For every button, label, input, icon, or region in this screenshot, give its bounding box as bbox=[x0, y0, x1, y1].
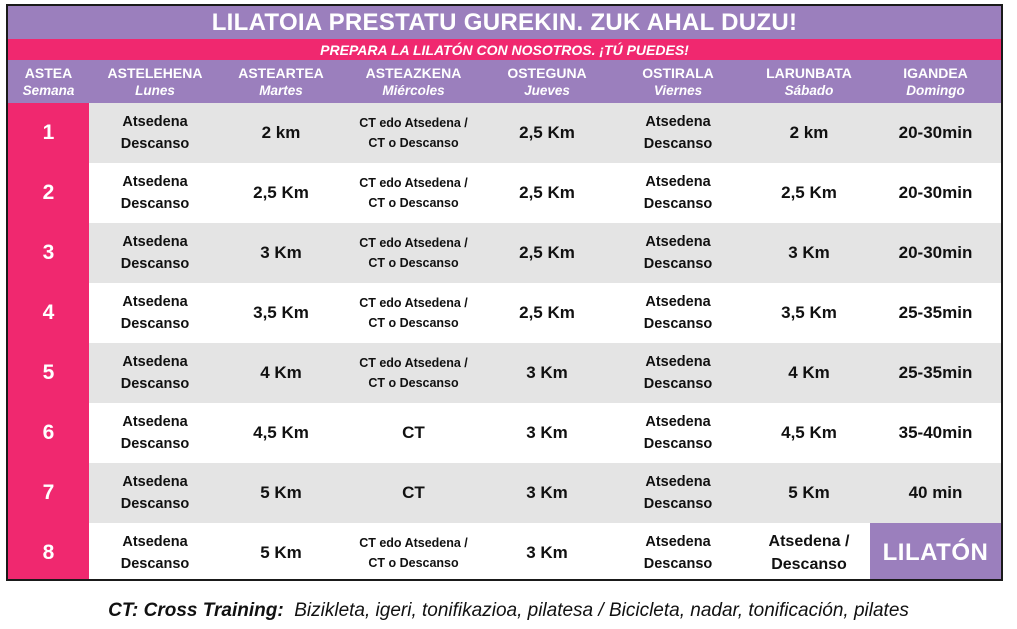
week-number: 3 bbox=[8, 223, 89, 283]
cell-thursday bbox=[486, 403, 608, 463]
cell-line: Atsedena bbox=[122, 294, 188, 310]
cell-value: 3,5 Km bbox=[781, 303, 837, 322]
cell-line: CT edo Atsedena / bbox=[359, 116, 468, 130]
header-wednesday-es: Miércoles bbox=[382, 82, 445, 98]
cell-value: 2 km bbox=[789, 123, 829, 142]
week-number: 7 bbox=[8, 463, 89, 523]
cell-wednesday bbox=[341, 283, 486, 343]
cell-wednesday bbox=[341, 403, 486, 463]
cell-value: 3 Km bbox=[526, 543, 568, 562]
table-body bbox=[8, 103, 1001, 581]
cell-tuesday bbox=[221, 403, 341, 463]
cell-value: 4,5 Km bbox=[781, 423, 837, 442]
cell-line: Descanso bbox=[643, 556, 713, 572]
header-thursday-eu: OSTEGUNA bbox=[507, 64, 587, 81]
plan-title: LILATOIA PRESTATU GUREKIN. ZUK AHAL DUZU! bbox=[8, 6, 1001, 39]
cell-tuesday bbox=[221, 283, 341, 343]
cell-line: Descanso bbox=[120, 256, 190, 272]
cell-line: Atsedena bbox=[645, 534, 711, 550]
header-week bbox=[8, 60, 89, 103]
footnote-text: Bizikleta, igeri, tonifikazioa, pilatesa / Bicicleta, nadar, tonificación, pilates bbox=[294, 600, 909, 621]
week-number: 8 bbox=[8, 523, 89, 581]
cell-value: 20-30min bbox=[898, 183, 973, 202]
cell-line: CT o Descanso bbox=[368, 136, 459, 150]
cell-line: Descanso bbox=[120, 496, 190, 512]
cell-wednesday bbox=[341, 163, 486, 223]
cell-line: Atsedena bbox=[122, 354, 188, 370]
header-thursday-es: Jueves bbox=[524, 82, 570, 98]
cell-value: 3 Km bbox=[526, 423, 568, 442]
cell-line: Descanso bbox=[120, 376, 190, 392]
header-tuesday-eu: ASTEARTEA bbox=[238, 64, 324, 81]
table-row bbox=[8, 403, 1001, 463]
cell-line: Descanso bbox=[120, 556, 190, 572]
cell-friday bbox=[608, 343, 748, 403]
header-sunday bbox=[870, 60, 1001, 103]
cell-saturday bbox=[748, 343, 870, 403]
cell-thursday bbox=[486, 523, 608, 581]
header-saturday bbox=[748, 60, 870, 103]
cell-friday bbox=[608, 163, 748, 223]
header-wednesday-eu: ASTEAZKENA bbox=[365, 64, 462, 81]
cell-saturday bbox=[748, 103, 870, 163]
cell-saturday bbox=[748, 283, 870, 343]
cell-tuesday bbox=[221, 223, 341, 283]
cell-value: 2 km bbox=[261, 123, 301, 142]
header-monday-eu: ASTELEHENA bbox=[107, 64, 203, 81]
cell-line: CT edo Atsedena / bbox=[359, 356, 468, 370]
cell-line: CT o Descanso bbox=[368, 316, 459, 330]
week-number: 6 bbox=[8, 403, 89, 463]
cell-thursday bbox=[486, 103, 608, 163]
cell-value: 3 Km bbox=[788, 243, 830, 262]
cell-wednesday bbox=[341, 223, 486, 283]
cell-line: CT edo Atsedena / bbox=[359, 236, 468, 250]
cell-wednesday bbox=[341, 463, 486, 523]
cell-line: Atsedena bbox=[122, 114, 188, 130]
cell-wednesday bbox=[341, 343, 486, 403]
cell-line: Descanso bbox=[643, 496, 713, 512]
cell-thursday bbox=[486, 223, 608, 283]
cell-line: Atsedena bbox=[122, 234, 188, 250]
cell-sunday bbox=[870, 223, 1001, 283]
week-number: 5 bbox=[8, 343, 89, 403]
cell-line: Atsedena bbox=[122, 534, 188, 550]
cell-saturday bbox=[748, 403, 870, 463]
header-saturday-eu: LARUNBATA bbox=[766, 64, 852, 81]
cell-line: Atsedena bbox=[122, 174, 188, 190]
cell-value: 5 Km bbox=[260, 543, 302, 562]
cell-monday bbox=[89, 163, 221, 223]
cell-value: 5 Km bbox=[260, 483, 302, 502]
week-number: 2 bbox=[8, 163, 89, 223]
cell-sunday bbox=[870, 163, 1001, 223]
header-sunday-eu: IGANDEA bbox=[903, 64, 968, 81]
cell-wednesday bbox=[341, 103, 486, 163]
cell-monday bbox=[89, 283, 221, 343]
cell-value: 3,5 Km bbox=[253, 303, 309, 322]
header-week-es: Semana bbox=[22, 82, 75, 98]
cell-sunday bbox=[870, 103, 1001, 163]
cell-tuesday bbox=[221, 463, 341, 523]
cell-sunday bbox=[870, 403, 1001, 463]
cell-value: 40 min bbox=[908, 483, 963, 502]
cell-value: CT bbox=[402, 423, 425, 442]
cell-line: Descanso bbox=[643, 196, 713, 212]
cell-line: CT o Descanso bbox=[368, 196, 459, 210]
final-race-cell bbox=[870, 523, 1001, 581]
cell-line: Descanso bbox=[643, 436, 713, 452]
training-plan-table bbox=[6, 4, 1003, 581]
header-wednesday bbox=[341, 60, 486, 103]
cell-value: LILATÓN bbox=[882, 539, 989, 566]
cell-line: CT edo Atsedena / bbox=[359, 176, 468, 190]
cell-monday bbox=[89, 403, 221, 463]
cell-value: 25-35min bbox=[898, 363, 973, 382]
cell-monday bbox=[89, 223, 221, 283]
cell-value: 20-30min bbox=[898, 123, 973, 142]
cell-thursday bbox=[486, 163, 608, 223]
cell-saturday bbox=[748, 223, 870, 283]
cell-line: Descanso bbox=[771, 556, 847, 573]
cell-value: 35-40min bbox=[898, 423, 973, 442]
cell-tuesday bbox=[221, 103, 341, 163]
cell-sunday bbox=[870, 283, 1001, 343]
cell-value: 4 Km bbox=[260, 363, 302, 382]
cell-line: Atsedena bbox=[645, 174, 711, 190]
cell-line: Descanso bbox=[120, 436, 190, 452]
cell-line: Descanso bbox=[120, 196, 190, 212]
footnote-label: CT: Cross Training: bbox=[108, 600, 284, 621]
week-number: 1 bbox=[8, 103, 89, 163]
cell-wednesday bbox=[341, 523, 486, 581]
header-week-eu: ASTEA bbox=[24, 64, 73, 81]
cell-line: CT o Descanso bbox=[368, 556, 459, 570]
cell-friday bbox=[608, 283, 748, 343]
table-header-row bbox=[8, 60, 1001, 103]
cell-value: 20-30min bbox=[898, 243, 973, 262]
cell-monday bbox=[89, 103, 221, 163]
cell-saturday bbox=[748, 523, 870, 581]
cell-line: Atsedena bbox=[645, 294, 711, 310]
cell-monday bbox=[89, 523, 221, 581]
cell-sunday bbox=[870, 343, 1001, 403]
cell-line: Atsedena bbox=[645, 354, 711, 370]
cell-line: CT o Descanso bbox=[368, 376, 459, 390]
cell-line: Atsedena bbox=[645, 474, 711, 490]
cell-monday bbox=[89, 463, 221, 523]
cell-line: Descanso bbox=[120, 316, 190, 332]
cell-line: CT o Descanso bbox=[368, 256, 459, 270]
header-tuesday bbox=[221, 60, 341, 103]
header-thursday bbox=[486, 60, 608, 103]
cell-value: 3 Km bbox=[260, 243, 302, 262]
cell-saturday bbox=[748, 463, 870, 523]
cell-value: 3 Km bbox=[526, 363, 568, 382]
header-friday-es: Viernes bbox=[653, 82, 703, 98]
table-row bbox=[8, 163, 1001, 223]
cell-value: 25-35min bbox=[898, 303, 973, 322]
cell-thursday bbox=[486, 283, 608, 343]
cell-value: CT bbox=[402, 483, 425, 502]
cell-line: Atsedena bbox=[645, 414, 711, 430]
cell-friday bbox=[608, 403, 748, 463]
cell-line: Atsedena bbox=[122, 474, 188, 490]
cell-line: Descanso bbox=[643, 376, 713, 392]
cell-line: CT edo Atsedena / bbox=[359, 296, 468, 310]
cell-saturday bbox=[748, 163, 870, 223]
header-friday bbox=[608, 60, 748, 103]
cell-friday bbox=[608, 523, 748, 581]
week-number: 4 bbox=[8, 283, 89, 343]
table-row bbox=[8, 523, 1001, 581]
cell-value: 2,5 Km bbox=[519, 303, 575, 322]
cell-value: 2,5 Km bbox=[519, 243, 575, 262]
cell-friday bbox=[608, 103, 748, 163]
cell-thursday bbox=[486, 343, 608, 403]
table-row bbox=[8, 223, 1001, 283]
cell-value: 3 Km bbox=[526, 483, 568, 502]
cell-line: Atsedena bbox=[122, 414, 188, 430]
cell-line: Descanso bbox=[120, 136, 190, 152]
cell-sunday bbox=[870, 463, 1001, 523]
cell-friday bbox=[608, 223, 748, 283]
cell-line: Atsedena bbox=[645, 234, 711, 250]
header-monday-es: Lunes bbox=[135, 82, 175, 98]
header-sunday-es: Domingo bbox=[906, 82, 965, 98]
cell-friday bbox=[608, 463, 748, 523]
cell-value: 5 Km bbox=[788, 483, 830, 502]
table-row bbox=[8, 343, 1001, 403]
cell-monday bbox=[89, 343, 221, 403]
cell-tuesday bbox=[221, 523, 341, 581]
cell-thursday bbox=[486, 463, 608, 523]
table-row bbox=[8, 463, 1001, 523]
header-saturday-es: Sábado bbox=[784, 82, 834, 98]
cell-line: CT edo Atsedena / bbox=[359, 536, 468, 550]
cell-value: 4 Km bbox=[788, 363, 830, 382]
cell-value: 2,5 Km bbox=[519, 123, 575, 142]
cell-line: Atsedena / bbox=[768, 533, 850, 550]
cell-line: Descanso bbox=[643, 136, 713, 152]
cell-value: 4,5 Km bbox=[253, 423, 309, 442]
header-friday-eu: OSTIRALA bbox=[642, 64, 714, 81]
cell-line: Descanso bbox=[643, 256, 713, 272]
cell-line: Atsedena bbox=[645, 114, 711, 130]
footnote bbox=[0, 600, 1017, 622]
cell-tuesday bbox=[221, 163, 341, 223]
table-row bbox=[8, 283, 1001, 343]
table-row bbox=[8, 103, 1001, 163]
cell-value: 2,5 Km bbox=[781, 183, 837, 202]
plan-subtitle: PREPARA LA LILATÓN CON NOSOTROS. ¡TÚ PUEDES! bbox=[8, 39, 1001, 60]
cell-line: Descanso bbox=[643, 316, 713, 332]
cell-value: 2,5 Km bbox=[253, 183, 309, 202]
header-monday bbox=[89, 60, 221, 103]
cell-tuesday bbox=[221, 343, 341, 403]
cell-value: 2,5 Km bbox=[519, 183, 575, 202]
header-tuesday-es: Martes bbox=[259, 82, 303, 98]
